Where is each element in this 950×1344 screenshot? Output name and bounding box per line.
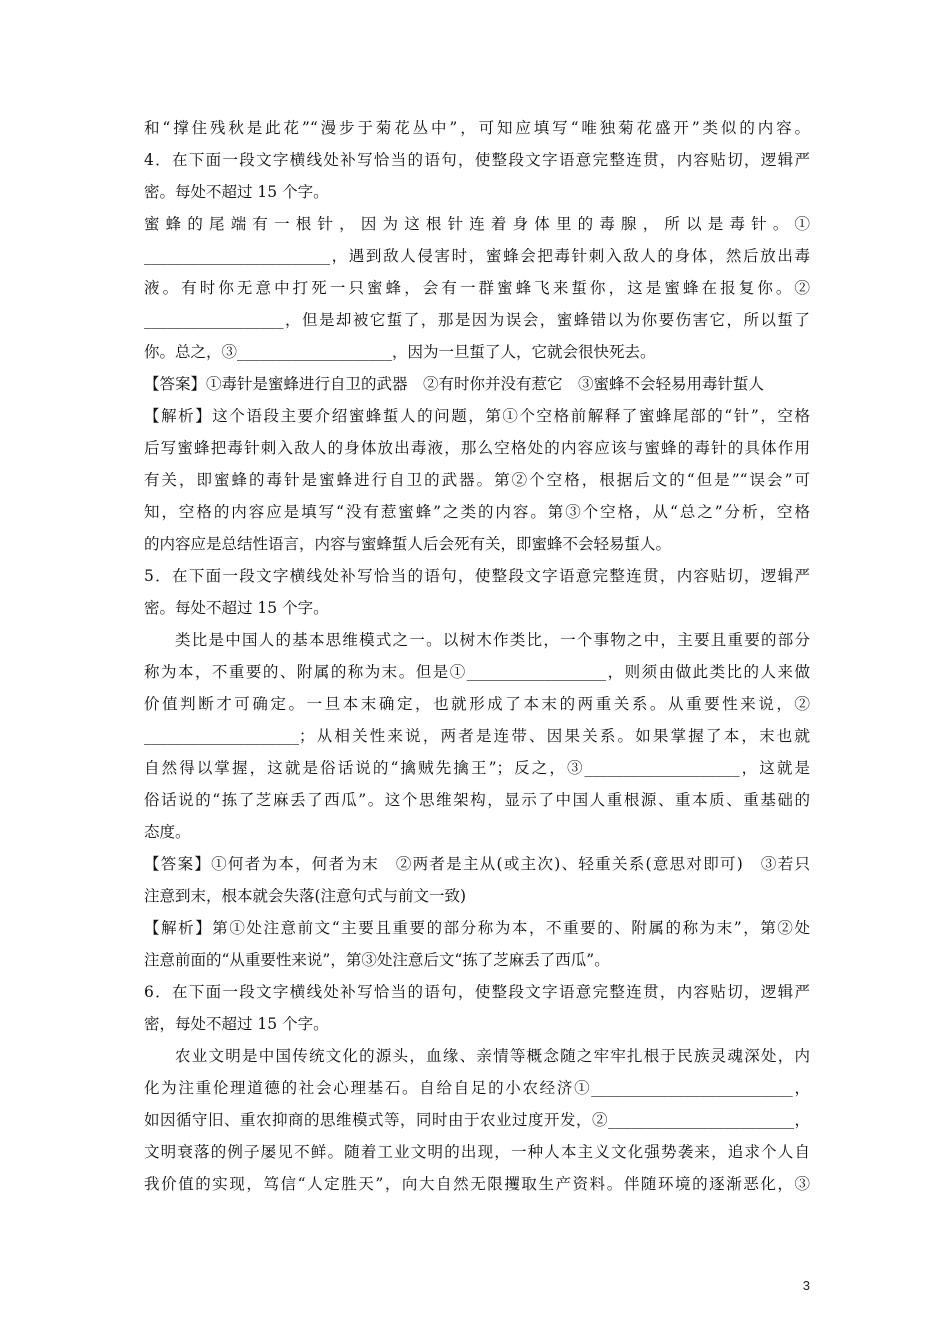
text-line: 称为本，不重要的、附属的称为末。但是①__________________，则须由做此类比的人来做 (144, 663, 810, 681)
text-line: 你。总之，③____________________，因为一旦蜇了人，它就会很快死去。 (144, 343, 656, 361)
text-line: 密。每处不超过 15 个字。 (144, 599, 329, 617)
text-line: 密。每处不超过 15 个字。 (144, 183, 329, 201)
text-line: 知，空格的内容应是填写“没有惹蜜蜂”之类的内容。第③个空格，从“总之”分析，空格 (144, 503, 810, 521)
text-line: ____________________；从相关性来说，两者是连带、因果关系。如果掌握了本，末也就 (144, 727, 810, 745)
text-line: 自然得以掌握，这就是俗话说的“擒贼先擒王”；反之，③____________________，这就是 (144, 759, 810, 777)
text-line: 类比是中国人的基本思维模式之一。以树木作类比，一个事物之中，主要且重要的部分 (175, 631, 810, 649)
text-line: 注意到末，根本就会失落(注意句式与前文一致) (144, 887, 467, 905)
text-line: 价值判断才可确定。一旦本末确定，也就形成了本末的两重关系。从重要性来说，② (144, 695, 810, 713)
text-line: 液。有时你无意中打死一只蜜蜂，会有一群蜜蜂飞来蜇你，这是蜜蜂在报复你。② (144, 279, 810, 297)
text-line: 农业文明是中国传统文化的源头，血缘、亲情等概念随之牢牢扎根于民族灵魂深处，内 (175, 1047, 810, 1065)
text-line: 态度。 (144, 823, 191, 841)
text-line: 和“撑住残秋是此花”“漫步于菊花丛中”，可知应填写“唯独菊花盛开”类似的内容。 (144, 119, 810, 137)
analysis-line: 【解析】第①处注意前文“主要且重要的部分称为本，不重要的、附属的称为末”，第②处 (144, 919, 810, 937)
text-line: 如因循守旧、重农抑商的思维模式等，同时由于农业过度开发，②________________________， (144, 1111, 810, 1129)
text-line: 密，每处不超过 15 个字。 (144, 1015, 329, 1033)
text-line: 有关，即蜜蜂的毒针是蜜蜂进行自卫的武器。第②个空格，根据后文的“但是”“误会”可 (144, 471, 810, 489)
text-line: 文明衰落的例子屡见不鲜。随着工业文明的出现，一种人本主义文化强势袭来，追求个人自 (144, 1143, 810, 1161)
question-4-prompt: 4．在下面一段文字横线处补写恰当的语句，使整段文字语意完整连贯，内容贴切，逻辑严 (144, 151, 810, 169)
question-5-prompt: 5．在下面一段文字横线处补写恰当的语句，使整段文字语意完整连贯，内容贴切，逻辑严 (144, 567, 810, 585)
answer-line: 【答案】①何者为本，何者为末 ②两者是主从(或主次)、轻重关系(意思对即可) ③若只 (144, 855, 810, 873)
text-line: 的内容应是总结性语言，内容与蜜蜂蜇人后会死有关，即蜜蜂不会轻易蜇人。 (144, 535, 672, 553)
text-line: 注意前面的“从重要性来说”，第③处注意后文“拣了芝麻丢了西瓜”。 (144, 951, 610, 969)
page-number: 3 (802, 1278, 810, 1293)
text-line: __________________，但是却被它蜇了，那是因为误会，蜜蜂错以为你要伤害它，所以蜇了 (144, 311, 810, 329)
text-line: 俗话说的“拣了芝麻丢了西瓜”。这个思维架构，显示了中国人重根源、重本质、重基础的 (144, 791, 810, 809)
text-line: 化为注重伦理道德的社会心理基石。自给自足的小农经济①__________________________， (144, 1079, 810, 1097)
analysis-line: 【解析】这个语段主要介绍蜜蜂蜇人的问题，第①个空格前解释了蜜蜂尾部的“针”，空格 (144, 407, 810, 425)
answer-line: 【答案】①毒针是蜜蜂进行自卫的武器 ②有时你并没有惹它 ③蜜蜂不会轻易用毒针蜇人 (144, 375, 765, 393)
text-line: 蜜 蜂 的 尾 端 有 一 根 针 ， 因 为 这 根 针 连 着 身 体 里 的 毒 腺 ， 所 以 是 毒 针 。 ① (144, 215, 810, 233)
text-line: 我价值的实现，笃信“人定胜天”，向大自然无限攫取生产资料。伴随环境的逐渐恶化，③ (144, 1175, 810, 1193)
text-line: ________________________，遇到敌人侵害时，蜜蜂会把毒针刺入敌人的身体，然后放出毒 (144, 247, 810, 265)
text-line: 后写蜜蜂把毒针刺入敌人的身体放出毒液，那么空格处的内容应该与蜜蜂的毒针的具体作用 (144, 439, 810, 457)
document-body (144, 112, 810, 1200)
question-6-prompt: 6．在下面一段文字横线处补写恰当的语句，使整段文字语意完整连贯，内容贴切，逻辑严 (144, 983, 810, 1001)
